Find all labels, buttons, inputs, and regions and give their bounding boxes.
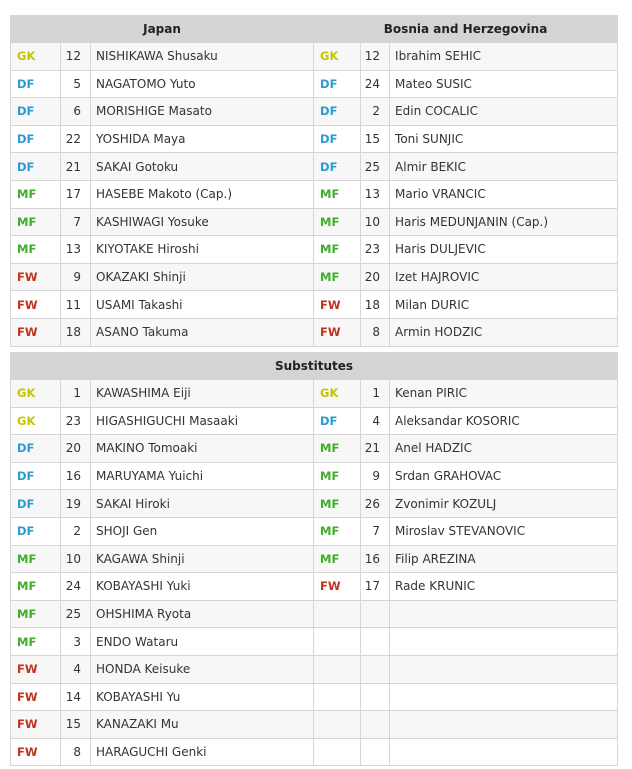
team-a-player-name: KOBAYASHI Yuki xyxy=(91,573,314,601)
team-a-number: 9 xyxy=(61,263,91,291)
team-b-player-name xyxy=(390,600,618,628)
team-b-player-name: Haris DULJEVIC xyxy=(390,236,618,264)
team-b-position: MF xyxy=(314,490,361,518)
team-a-number: 22 xyxy=(61,125,91,153)
team-b-position: DF xyxy=(314,125,361,153)
team-a-number: 14 xyxy=(61,683,91,711)
team-b-player-name: Anel HADZIC xyxy=(390,435,618,463)
table-row xyxy=(11,628,618,656)
team-a-position: GK xyxy=(11,43,61,71)
table-row xyxy=(11,318,618,346)
substitutes-table xyxy=(10,352,618,766)
team-b-number: 17 xyxy=(361,573,390,601)
team-a-player-name: MORISHIGE Masato xyxy=(91,98,314,126)
team-b-player-name xyxy=(390,628,618,656)
table-row xyxy=(11,43,618,71)
team-b-player-name: Miroslav STEVANOVIC xyxy=(390,517,618,545)
team-a-position: FW xyxy=(11,711,61,739)
substitutes-rows xyxy=(11,380,618,766)
table-row xyxy=(11,380,618,408)
team-b-number: 7 xyxy=(361,517,390,545)
team-a-number: 21 xyxy=(61,153,91,181)
team-b-number: 4 xyxy=(361,407,390,435)
team-a-number: 18 xyxy=(61,318,91,346)
table-row xyxy=(11,263,618,291)
table-row xyxy=(11,236,618,264)
team-b-player-name: Aleksandar KOSORIC xyxy=(390,407,618,435)
lineup-rows xyxy=(11,43,618,347)
team-b-player-name: Ibrahim SEHIC xyxy=(390,43,618,71)
team-b-player-name: Filip AREZINA xyxy=(390,545,618,573)
team-a-position: FW xyxy=(11,655,61,683)
team-b-position xyxy=(314,738,361,766)
team-a-number: 6 xyxy=(61,98,91,126)
team-a-number: 25 xyxy=(61,600,91,628)
team-a-player-name: NAGATOMO Yuto xyxy=(91,70,314,98)
table-row xyxy=(11,125,618,153)
team-b-number: 23 xyxy=(361,236,390,264)
team-b-number xyxy=(361,738,390,766)
team-a-player-name: KASHIWAGI Yosuke xyxy=(91,208,314,236)
table-row xyxy=(11,407,618,435)
team-a-player-name: MARUYAMA Yuichi xyxy=(91,462,314,490)
team-a-number: 1 xyxy=(61,380,91,408)
team-b-number xyxy=(361,628,390,656)
team-a-position: MF xyxy=(11,180,61,208)
team-a-number: 24 xyxy=(61,573,91,601)
team-b-number: 13 xyxy=(361,180,390,208)
team-b-player-name: Milan DURIC xyxy=(390,291,618,319)
team-a-number: 16 xyxy=(61,462,91,490)
team-b-player-name: Kenan PIRIC xyxy=(390,380,618,408)
team-b-position: MF xyxy=(314,208,361,236)
team-b-position xyxy=(314,711,361,739)
team-b-player-name: Toni SUNJIC xyxy=(390,125,618,153)
team-a-number: 15 xyxy=(61,711,91,739)
team-a-player-name: YOSHIDA Maya xyxy=(91,125,314,153)
table-row xyxy=(11,291,618,319)
team-b-position: DF xyxy=(314,98,361,126)
team-b-number xyxy=(361,711,390,739)
team-b-number: 15 xyxy=(361,125,390,153)
team-a-number: 4 xyxy=(61,655,91,683)
table-row xyxy=(11,153,618,181)
team-a-position: FW xyxy=(11,683,61,711)
team-b-player-name xyxy=(390,655,618,683)
team-a-position: MF xyxy=(11,600,61,628)
team-a-player-name: KIYOTAKE Hiroshi xyxy=(91,236,314,264)
team-a-player-name: USAMI Takashi xyxy=(91,291,314,319)
team-a-position: DF xyxy=(11,70,61,98)
team-b-number: 24 xyxy=(361,70,390,98)
team-b-position: MF xyxy=(314,435,361,463)
team-b-number xyxy=(361,600,390,628)
team-b-number: 20 xyxy=(361,263,390,291)
team-b-player-name: Izet HAJROVIC xyxy=(390,263,618,291)
team-a-number: 10 xyxy=(61,545,91,573)
team-b-player-name: Almir BEKIC xyxy=(390,153,618,181)
team-a-player-name: KANAZAKI Mu xyxy=(91,711,314,739)
team-a-player-name: OHSHIMA Ryota xyxy=(91,600,314,628)
team-a-position: DF xyxy=(11,98,61,126)
team-a-position: DF xyxy=(11,153,61,181)
team-a-position: DF xyxy=(11,517,61,545)
team-a-position: DF xyxy=(11,490,61,518)
team-b-number: 1 xyxy=(361,380,390,408)
team-a-position: FW xyxy=(11,291,61,319)
team-a-number: 8 xyxy=(61,738,91,766)
team-b-player-name xyxy=(390,683,618,711)
team-a-player-name: KOBAYASHI Yu xyxy=(91,683,314,711)
team-b-player-name xyxy=(390,738,618,766)
team-b-number: 21 xyxy=(361,435,390,463)
team-a-number: 12 xyxy=(61,43,91,71)
starting-lineup-table xyxy=(10,15,618,347)
team-b-number: 12 xyxy=(361,43,390,71)
team-b-number: 8 xyxy=(361,318,390,346)
team-a-position: FW xyxy=(11,263,61,291)
team-a-position: MF xyxy=(11,208,61,236)
team-b-position xyxy=(314,628,361,656)
team-a-player-name: SAKAI Hiroki xyxy=(91,490,314,518)
team-a-player-name: ASANO Takuma xyxy=(91,318,314,346)
team-a-player-name: NISHIKAWA Shusaku xyxy=(91,43,314,71)
team-b-position: MF xyxy=(314,517,361,545)
team-a-position: MF xyxy=(11,545,61,573)
table-row xyxy=(11,600,618,628)
team-b-number: 16 xyxy=(361,545,390,573)
team-b-position: MF xyxy=(314,263,361,291)
team-a-player-name: HASEBE Makoto (Cap.) xyxy=(91,180,314,208)
team-b-player-name: Rade KRUNIC xyxy=(390,573,618,601)
team-a-player-name: OKAZAKI Shinji xyxy=(91,263,314,291)
team-b-header: Bosnia and Herzegovina xyxy=(314,16,618,43)
team-a-position: GK xyxy=(11,407,61,435)
team-a-player-name: KAWASHIMA Eiji xyxy=(91,380,314,408)
table-row xyxy=(11,711,618,739)
team-a-position: DF xyxy=(11,462,61,490)
team-a-position: MF xyxy=(11,236,61,264)
team-b-number: 18 xyxy=(361,291,390,319)
team-a-number: 23 xyxy=(61,407,91,435)
team-b-number xyxy=(361,655,390,683)
team-a-position: DF xyxy=(11,125,61,153)
team-a-header: Japan xyxy=(11,16,314,43)
team-b-position: GK xyxy=(314,380,361,408)
table-row xyxy=(11,683,618,711)
team-b-number: 25 xyxy=(361,153,390,181)
team-b-number: 10 xyxy=(361,208,390,236)
team-b-player-name: Srdan GRAHOVAC xyxy=(390,462,618,490)
team-a-number: 20 xyxy=(61,435,91,463)
table-row xyxy=(11,70,618,98)
team-a-position: DF xyxy=(11,435,61,463)
team-b-player-name: Haris MEDUNJANIN (Cap.) xyxy=(390,208,618,236)
team-b-position: MF xyxy=(314,545,361,573)
team-a-position: MF xyxy=(11,628,61,656)
team-b-position: FW xyxy=(314,291,361,319)
table-row xyxy=(11,180,618,208)
table-row xyxy=(11,655,618,683)
team-a-number: 2 xyxy=(61,517,91,545)
team-b-number: 9 xyxy=(361,462,390,490)
team-b-position: FW xyxy=(314,318,361,346)
team-a-player-name: SHOJI Gen xyxy=(91,517,314,545)
team-a-player-name: MAKINO Tomoaki xyxy=(91,435,314,463)
team-b-player-name: Edin COCALIC xyxy=(390,98,618,126)
team-b-player-name: Mario VRANCIC xyxy=(390,180,618,208)
table-row xyxy=(11,98,618,126)
team-b-position: MF xyxy=(314,180,361,208)
team-a-number: 17 xyxy=(61,180,91,208)
team-b-player-name xyxy=(390,711,618,739)
team-b-position: GK xyxy=(314,43,361,71)
team-a-number: 3 xyxy=(61,628,91,656)
team-a-number: 7 xyxy=(61,208,91,236)
team-a-player-name: HIGASHIGUCHI Masaaki xyxy=(91,407,314,435)
team-a-number: 19 xyxy=(61,490,91,518)
team-b-number: 26 xyxy=(361,490,390,518)
team-b-position xyxy=(314,683,361,711)
team-a-player-name: SAKAI Gotoku xyxy=(91,153,314,181)
team-a-position: FW xyxy=(11,318,61,346)
team-a-number: 13 xyxy=(61,236,91,264)
team-a-player-name: KAGAWA Shinji xyxy=(91,545,314,573)
team-b-player-name: Mateo SUSIC xyxy=(390,70,618,98)
team-a-number: 11 xyxy=(61,291,91,319)
team-a-player-name: HONDA Keisuke xyxy=(91,655,314,683)
team-a-number: 5 xyxy=(61,70,91,98)
team-b-player-name: Armin HODZIC xyxy=(390,318,618,346)
team-a-player-name: HARAGUCHI Genki xyxy=(91,738,314,766)
team-b-position: FW xyxy=(314,573,361,601)
team-b-position xyxy=(314,655,361,683)
team-b-position: DF xyxy=(314,70,361,98)
team-b-player-name: Zvonimir KOZULJ xyxy=(390,490,618,518)
table-row xyxy=(11,573,618,601)
team-a-player-name: ENDO Wataru xyxy=(91,628,314,656)
team-b-position: DF xyxy=(314,407,361,435)
table-row xyxy=(11,462,618,490)
table-row xyxy=(11,545,618,573)
table-row xyxy=(11,490,618,518)
team-b-position: DF xyxy=(314,153,361,181)
team-b-position xyxy=(314,600,361,628)
substitutes-header: Substitutes xyxy=(11,353,618,380)
table-row xyxy=(11,517,618,545)
table-row xyxy=(11,435,618,463)
team-b-position: MF xyxy=(314,462,361,490)
team-b-number xyxy=(361,683,390,711)
team-b-number: 2 xyxy=(361,98,390,126)
team-b-position: MF xyxy=(314,236,361,264)
table-row xyxy=(11,208,618,236)
team-a-position: FW xyxy=(11,738,61,766)
team-a-position: MF xyxy=(11,573,61,601)
team-a-position: GK xyxy=(11,380,61,408)
table-row xyxy=(11,738,618,766)
